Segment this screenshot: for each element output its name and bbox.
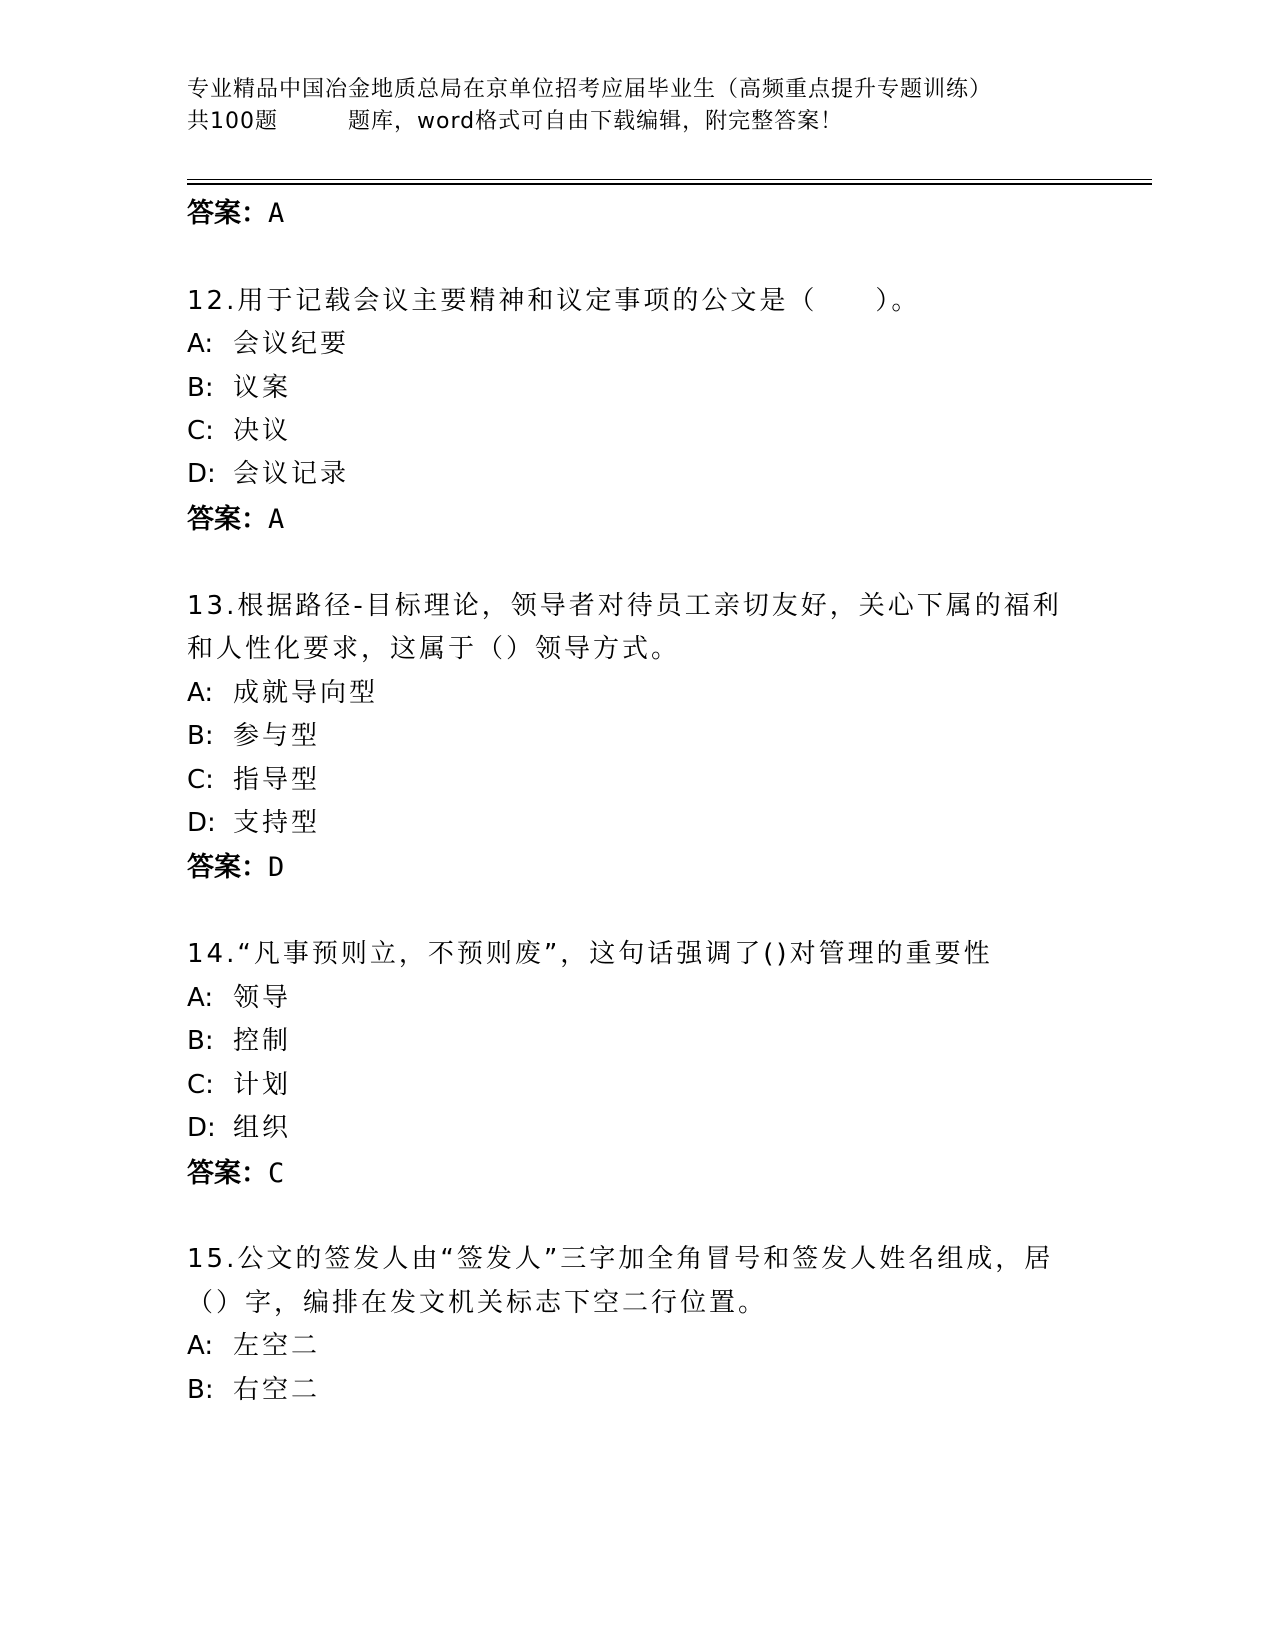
option-key: B: [187, 373, 214, 403]
option-key: A: [187, 1331, 214, 1361]
option-text: 计划 [233, 1070, 292, 1100]
option-text: 控制 [233, 1026, 292, 1056]
option-a [187, 1325, 320, 1362]
answer-label: 答案： [187, 504, 268, 535]
answer-line [187, 191, 284, 230]
question-stem: 12.用于记载会议主要精神和议定事项的公文是（ ）。 [187, 286, 921, 316]
header-divider-thick [187, 183, 1152, 185]
answer-value: A [268, 504, 285, 535]
option-key: C: [187, 765, 214, 795]
option-c [187, 410, 291, 447]
answer-value: C [268, 1158, 285, 1189]
option-c [187, 1064, 291, 1101]
question-stem: 14.“凡事预则立，不预则废”，这句话强调了()对管理的重要性 [187, 939, 993, 969]
option-text: 指导型 [233, 765, 321, 795]
answer-value: D [268, 852, 285, 883]
answer-line [187, 845, 284, 884]
option-a [187, 323, 349, 360]
option-b [187, 1369, 320, 1406]
option-key: D: [187, 1113, 216, 1143]
question-count: 共100题 [187, 109, 278, 134]
option-key: B: [187, 1375, 214, 1405]
option-c [187, 759, 320, 796]
option-text: 决议 [233, 416, 292, 446]
option-d [187, 453, 349, 490]
answer-value: A [268, 198, 285, 229]
option-text: 右空二 [233, 1375, 321, 1405]
question-stem: 13.根据路径-目标理论，领导者对待员工亲切友好，关心下属的福利 [187, 591, 1062, 621]
option-text: 组织 [233, 1113, 292, 1143]
option-b [187, 1020, 291, 1057]
document-header [187, 74, 1087, 138]
header-subtitle [187, 106, 1087, 138]
option-key: B: [187, 721, 214, 751]
option-b [187, 367, 291, 404]
option-text: 领导 [233, 983, 292, 1013]
option-text: 会议记录 [233, 459, 350, 489]
answer-line [187, 1151, 284, 1190]
option-key: D: [187, 808, 216, 838]
answer-label: 答案： [187, 1158, 268, 1189]
header-title: 专业精品中国冶金地质总局在京单位招考应届毕业生（高频重点提升专题训练） [187, 77, 993, 102]
answer-label: 答案： [187, 198, 268, 229]
option-key: A: [187, 329, 214, 359]
option-text: 参与型 [233, 721, 321, 751]
option-key: C: [187, 1070, 214, 1100]
question-stem-continued: （）字，编排在发文机关标志下空二行位置。 [187, 1288, 768, 1318]
option-d [187, 802, 320, 839]
option-text: 成就导向型 [233, 678, 379, 708]
option-text: 左空二 [233, 1331, 321, 1361]
question-stem-continued: 和人性化要求，这属于（）领导方式。 [187, 634, 681, 664]
header-divider [187, 179, 1152, 180]
option-text: 会议纪要 [233, 329, 350, 359]
option-key: A: [187, 678, 214, 708]
option-key: A: [187, 983, 214, 1013]
option-a [187, 977, 291, 1014]
option-key: D: [187, 459, 216, 489]
header-description: 题库，word格式可自由下载编辑，附完整答案！ [348, 109, 844, 134]
question-stem: 15.公文的签发人由“签发人”三字加全角冒号和签发人姓名组成，居 [187, 1244, 1054, 1274]
option-d [187, 1107, 291, 1144]
option-b [187, 715, 320, 752]
option-a [187, 672, 378, 709]
option-key: B: [187, 1026, 214, 1056]
option-text: 议案 [233, 373, 292, 403]
answer-line [187, 497, 284, 536]
option-text: 支持型 [233, 808, 321, 838]
option-key: C: [187, 416, 214, 446]
answer-label: 答案： [187, 852, 268, 883]
